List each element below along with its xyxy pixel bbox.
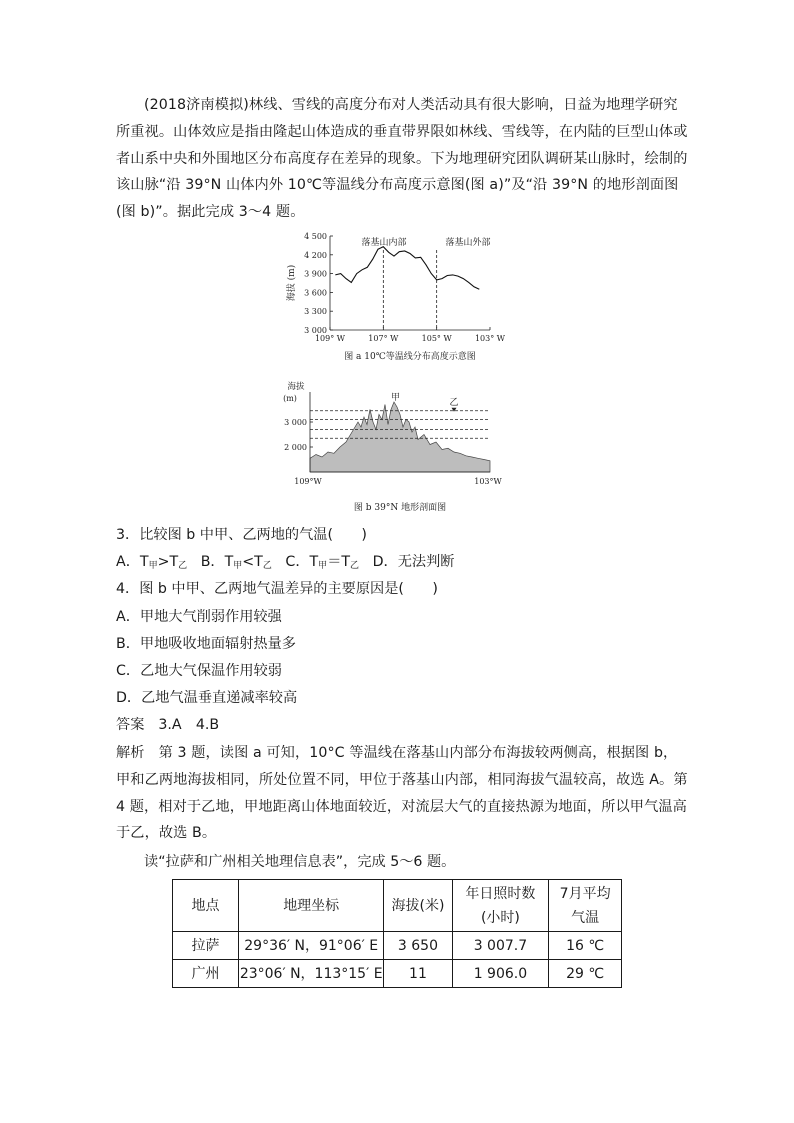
- table-intro: 读“拉萨和广州相关地理信息表”，完成 5～6 题。: [144, 854, 456, 870]
- x-tick-label: 109° W: [314, 334, 346, 343]
- x-tick-label: 103°W: [474, 477, 502, 486]
- y-axis-label: 海拔: [287, 382, 305, 392]
- explanation: [116, 740, 688, 847]
- sub-yi: 乙: [178, 561, 188, 571]
- table-header: 海拔(米): [384, 880, 452, 932]
- figure-a-chart: [280, 228, 520, 363]
- annotation-inner: 落基山内部: [361, 238, 407, 248]
- y-tick-label: 3 900: [304, 269, 327, 279]
- y-tick-label: 4 200: [304, 250, 327, 260]
- table-header-row: [173, 880, 622, 932]
- point-label-jia: 甲: [390, 393, 401, 403]
- question-4-stem: 4．图 b 中甲、乙两地气温差异的主要原因是( ): [116, 581, 438, 597]
- question-3-options: [116, 552, 454, 576]
- table-cell: 拉萨: [173, 932, 239, 960]
- header-july-temp: 7月平均气温: [559, 885, 611, 926]
- table-header: [549, 880, 622, 932]
- intro-paragraph: (2018济南模拟)林线、雪线的高度分布对人类活动具有很大影响，日益为地理学研究所重视。山体效应是指由隆起山体造成的垂直带界限如林线、雪线等，在内陆的巨型山体或者山系中央和外围地区分布高度存在差异的现象。下为地理研究团队调研某山脉时，绘制的该山脉“沿 39°N 山体内外 10℃等温线分布高度示意图(图 a)”及“沿 39°N 的地形剖面图(图 b)”。据此完成 3～4 题。: [116, 97, 688, 221]
- y-axis-unit: (m): [283, 394, 297, 403]
- table-cell: 23°06′ N，113°15′ E: [239, 960, 384, 988]
- table-cell: 29°36′ N，91°06′ E: [239, 932, 384, 960]
- y-axis-label: 海拔 (m): [287, 264, 297, 302]
- table-header: [452, 880, 549, 932]
- question-4-option-a: A．甲地大气削弱作用较强: [116, 609, 282, 625]
- table-row: [173, 932, 622, 960]
- point-marker-yi: [452, 408, 457, 412]
- header-sunshine: 年日照时数(小时): [465, 885, 536, 926]
- figure-b-chart: [276, 378, 520, 518]
- sub-jia: 甲: [233, 561, 243, 571]
- point-label-yi: 乙: [449, 397, 459, 408]
- y-tick-label: 2 000: [284, 443, 307, 452]
- y-tick-label: 4 500: [304, 232, 327, 241]
- option-a-rel: >T: [157, 554, 179, 570]
- sub-jia: 甲: [148, 561, 158, 571]
- table-cell: 广州: [173, 960, 239, 988]
- x-tick-label: 105° W: [421, 334, 452, 343]
- option-a: A．T: [116, 554, 149, 570]
- question-4-option-c: C．乙地大气保温作用较弱: [116, 663, 282, 679]
- table-cell: 3 007.7: [452, 932, 549, 960]
- table-cell: 16 ℃: [549, 932, 622, 960]
- option-b-rel: <T: [242, 554, 263, 570]
- table-cell: 3 650: [384, 932, 452, 960]
- x-tick-label: 107° W: [368, 334, 399, 343]
- terrain-profile: [310, 402, 490, 472]
- x-tick-label: 103° W: [474, 334, 506, 343]
- geo-info-table: [172, 879, 622, 988]
- question-3: [116, 525, 367, 545]
- annotation-outer: 落基山外部: [445, 238, 491, 248]
- figure-b-title: 图 b 39°N 地形剖面图: [353, 503, 447, 513]
- sub-yi: 乙: [350, 561, 360, 571]
- answer-line: [116, 715, 219, 735]
- table-row: [173, 960, 622, 988]
- table-cell: 1 906.0: [452, 960, 549, 988]
- question-3-stem: 3．比较图 b 中甲、乙两地的气温( ): [116, 527, 367, 543]
- table-header: 地理坐标: [239, 880, 384, 932]
- y-tick-label: 3 300: [304, 307, 327, 317]
- table-cell: 29 ℃: [549, 960, 622, 988]
- figure-a-title: 图 a 10℃等温线分布高度示意图: [344, 352, 476, 362]
- y-tick-label: 3 000: [304, 326, 327, 335]
- question-4-option-b: B．甲地吸收地面辐射热量多: [116, 636, 296, 652]
- explanation-label: 解析: [116, 745, 145, 761]
- answer-label: 答案: [116, 717, 145, 733]
- option-b: B．T: [200, 554, 234, 570]
- table-cell: 11: [384, 960, 452, 988]
- option-c: C．T: [285, 554, 319, 570]
- question-4-option-d: D．乙地气温垂直递减率较高: [116, 690, 298, 706]
- sub-jia: 甲: [318, 561, 328, 571]
- y-tick-label: 3 000: [284, 418, 307, 427]
- x-tick-label: 109°W: [294, 477, 322, 486]
- y-tick-label: 3 600: [304, 288, 327, 298]
- isotherm-line: [335, 247, 479, 290]
- answer-value: 3.A 4.B: [158, 717, 220, 733]
- option-d: D．无法判断: [372, 554, 455, 570]
- explanation-text: 第 3 题，读图 a 可知，10°C 等温线在落基山内部分布海拔较两侧高，根据图 b，甲和乙两地海拔相同，所处位置不同，甲位于落基山内部，相同海拔气温较高，故选 A。第 4 题，相对于乙地，甲地距离山体地面较近，对流层大气的直接热源为地面，所以甲气温高于乙，故选 B。: [116, 745, 688, 842]
- sub-yi: 乙: [262, 561, 272, 571]
- table-header: 地点: [173, 880, 239, 932]
- option-c-rel: ＝T: [327, 554, 351, 570]
